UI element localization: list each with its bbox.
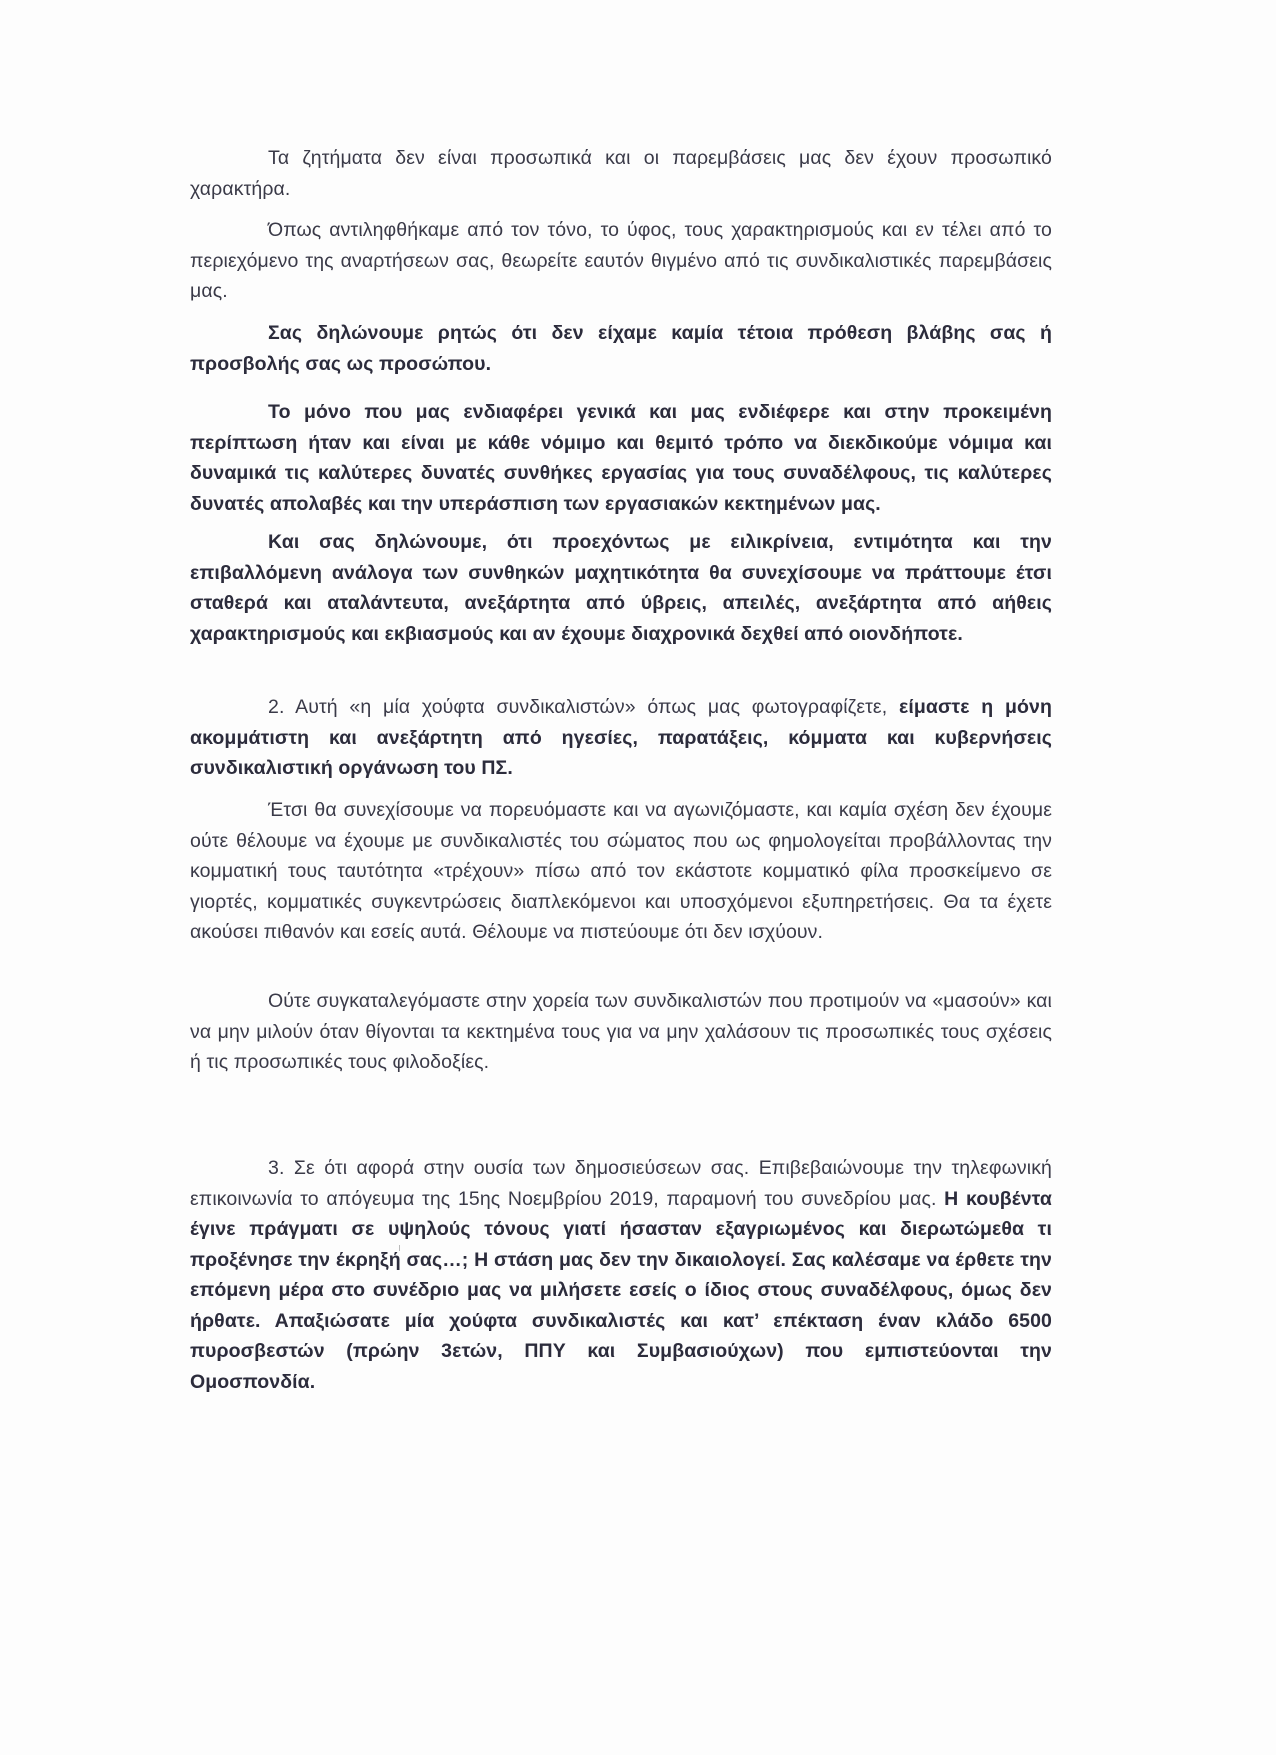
section-3-emphasis: Η κουβέντα έγινε πράγματι σε υψηλούς τόνους γιατί ήσασταν εξαγριωμένος και διερωτώμεθα τι προξένησε την έκρηξή σας…; Η στάση μας δεν την δικαιολογεί. Σας καλέσαμε να έρθετε την επόμενη μέρα στο συνέδριο μας να μιλήσετε εσείς ο ίδιος στους συναδέλφους, όμως δεν ήρθατε. Απαξιώσατε μία χούφτα συνδικαλιστές και κατ’ επέκταση έναν κλάδο 6500 πυροσβεστών (πρώην 3ετών, ΠΠΥ και Συμβασιούχων) που εμπιστεύονται την Ομοσπονδία.	[190, 1187, 1052, 1393]
paragraph-not-among	[190, 986, 1052, 1078]
paragraph-text: Όπως αντιληφθήκαμε από τον τόνο, το ύφος, τους χαρακτηρισμούς και εν τέλει από το περιεχόμενο της αναρτήσεων σας, θεωρείτε εαυτόν θιγμένο από τις συνδικαλιστικές παρεμβάσεις μας.	[190, 219, 1052, 302]
paragraph-continue	[190, 795, 1052, 948]
paragraph-personal-issues	[190, 143, 1052, 204]
paragraph-declaration	[190, 318, 1052, 379]
paragraph-interest	[190, 397, 1052, 519]
paragraph-commitment	[190, 527, 1052, 649]
section-2-intro: 2. Αυτή «η μία χούφτα συνδικαλιστών» όπως μας φωτογραφίζετε,	[268, 696, 899, 718]
paragraph-text: Και σας δηλώνουμε, ότι προεχόντως με ειλικρίνεια, εντιμότητα και την επιβαλλόμενη ανάλογα των συνθηκών μαχητικότητα θα συνεχίσουμε να πράττουμε έτσι σταθερά και αταλάντευτα, ανεξάρτητα από ύβρεις, απειλές, ανεξάρτητα από αήθεις χαρακτηρισμούς και εκβιασμούς και αν έχουμε διαχρονικά δεχθεί από οιονδήποτε.	[190, 531, 1052, 645]
paragraph-section-2	[190, 692, 1052, 784]
paragraph-text: Έτσι θα συνεχίσουμε να πορευόμαστε και να αγωνιζόμαστε, και καμία σχέση δεν έχουμε ούτε θέλουμε να έχουμε με συνδικαλιστές του σώματος που ως φημολογείται προβάλλοντας την κομματική τους ταυτότητα «τρέχουν» πίσω από τον εκάστοτε κομματικό φίλα προσκείμενο σε γιορτές, κομματικές συγκεντρώσεις διαπλεκόμενοι και υποσχόμενοι εξυπηρετήσεις. Θα τα έχετε ακούσει πιθανόν και εσείς αυτά. Θέλουμε να πιστεύουμε ότι δεν ισχύουν.	[190, 799, 1052, 943]
section-2-emphasis: είμαστε η μόνη ακομμάτιστη και ανεξάρτητη από ηγεσίες, παρατάξεις, κόμματα και κυβερνήσεις συνδικαλιστική οργάνωση του ΠΣ.	[190, 696, 1052, 779]
section-3-intro: 3. Σε ότι αφορά στην ουσία των δημοσιεύσεων σας. Επιβεβαιώνουμε την τηλεφωνική επικοινωνία το απόγευμα της 15ης Νοεμβρίου 2019, παραμονή του συνεδρίου μας.	[190, 1157, 1052, 1210]
paragraph-text	[190, 692, 1052, 784]
paragraph-text: Το μόνο που μας ενδιαφέρει γενικά και μας ενδιέφερε και στην προκειμένη περίπτωση ήταν και είναι με κάθε νόμιμο και θεμιτό τρόπο να διεκδικούμε νόμιμα και δυναμικά τις καλύτερες δυνατές συνθήκες εργασίας για τους συναδέλφους, τις καλύτερες δυνατές απολαβές και την υπεράσπιση των εργασιακών κεκτημένων μας.	[190, 401, 1052, 515]
paragraph-text: Σας δηλώνουμε ρητώς ότι δεν είχαμε καμία τέτοια πρόθεση βλάβης σας ή προσβολής σας ως προσώπου.	[190, 322, 1052, 375]
paragraph-tone	[190, 215, 1052, 307]
paragraph-section-3	[190, 1153, 1052, 1397]
paragraph-text: Ούτε συγκαταλεγόμαστε στην χορεία των συνδικαλιστών που προτιμούν να «μασούν» και να μην μιλούν όταν θίγονται τα κεκτημένα τους για να μην χαλάσουν τις προσωπικές τους σχέσεις ή τις προσωπικές τους φιλοδοξίες.	[190, 990, 1052, 1073]
paragraph-text: Τα ζητήματα δεν είναι προσωπικά και οι παρεμβάσεις μας δεν έχουν προσωπικό χαρακτήρα.	[190, 147, 1052, 200]
paragraph-text	[190, 1153, 1052, 1397]
